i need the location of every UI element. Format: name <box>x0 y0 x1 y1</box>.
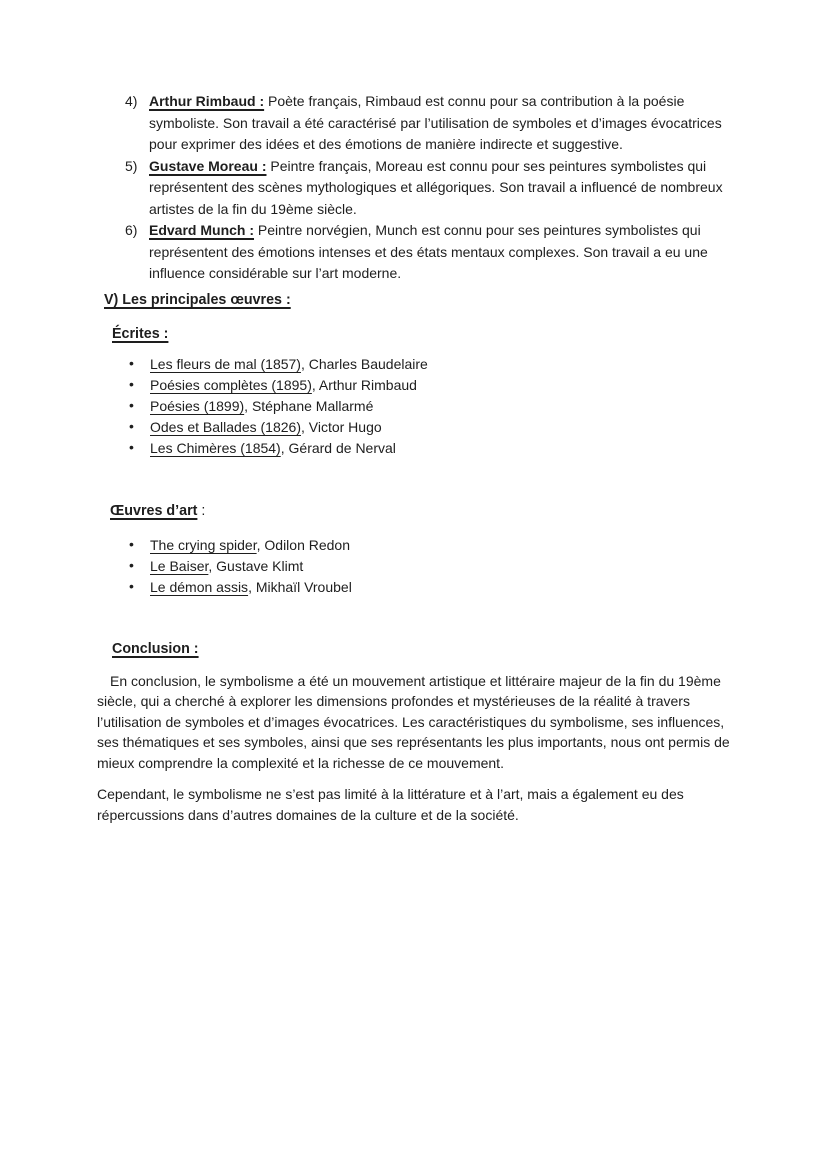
art-works-list <box>97 535 738 598</box>
work-author: , Gérard de Nerval <box>280 439 396 456</box>
subheading-conclusion-text: Conclusion : <box>112 641 199 657</box>
work-title: Les Chimères (1854) <box>150 439 281 456</box>
written-works-list <box>97 354 738 459</box>
work-item <box>97 375 738 396</box>
representative-description: Peintre norvégien, Munch est connu pour ses peintures symbolistes qui représentent des émotions intenses et des états mentaux complexes. Son travail a eu une influence considérable sur l’art moderne. <box>149 222 708 281</box>
bullet-marker-icon: • <box>129 578 134 594</box>
list-number: 5) <box>125 157 138 174</box>
subheading-ecrites-text: Écrites : <box>112 326 169 342</box>
subheading-oeuvres-art-colon: : <box>197 502 206 519</box>
work-item <box>97 354 738 375</box>
bullet-marker-icon: • <box>129 438 134 455</box>
work-title: Poésies complètes (1895) <box>150 376 312 393</box>
work-author: , Charles Baudelaire <box>300 355 428 372</box>
bullet-marker-icon: • <box>129 375 134 392</box>
work-title: Les fleurs de mal (1857) <box>150 355 301 372</box>
subheading-conclusion <box>112 639 738 661</box>
work-title: Le Baiser <box>150 558 209 574</box>
work-author: , Gustave Klimt <box>208 558 304 574</box>
list-number: 6) <box>125 222 138 238</box>
representative-name: Arthur Rimbaud : <box>149 93 265 109</box>
work-author: , Mikhaïl Vroubel <box>248 579 352 595</box>
work-item <box>97 396 738 417</box>
work-item <box>97 417 738 438</box>
work-item <box>97 577 738 598</box>
bullet-marker-icon: • <box>129 557 134 573</box>
bullet-marker-icon: • <box>129 396 134 413</box>
work-title: Odes et Ballades (1826) <box>150 418 301 435</box>
work-title: Poésies (1899) <box>150 397 245 414</box>
representative-description: Poète français, Rimbaud est connu pour sa contribution à la poésie symboliste. Son travail a été caractérisé par l’utilisation de symboles et d’images évocatrices pour exprimer des idées et des émotions de manière indirecte et suggestive. <box>149 93 722 152</box>
work-item <box>97 556 738 577</box>
work-title: Le démon assis <box>150 579 249 595</box>
work-item <box>97 535 738 556</box>
section-heading-principales-oeuvres <box>104 290 738 312</box>
work-author: , Odilon Redon <box>256 537 351 553</box>
subheading-oeuvres-art-text: Œuvres d’art <box>110 502 198 519</box>
bullet-marker-icon: • <box>129 536 134 552</box>
representative-item <box>125 156 737 221</box>
representatives-numbered-list <box>97 91 737 285</box>
subheading-oeuvres-art <box>110 501 738 523</box>
representative-name: Gustave Moreau : <box>149 157 267 174</box>
conclusion-paragraph-1: En conclusion, le symbolisme a été un mouvement artistique et littéraire majeur de la fin du 19ème siècle, qui a cherché à explorer les dimensions profondes et mystérieuses de la réalité à travers l’utilisation de symboles et d’images évocatrices. Les caractéristiques du symbolisme, ses influences, ses thématiques et ses symboles, ainsi que ses représentants les plus importants, nous ont permis de mieux comprendre la complexité et la richesse de ce mouvement. <box>97 672 730 771</box>
representative-item <box>125 220 737 285</box>
representative-description: Peintre français, Moreau est connu pour ses peintures symbolistes qui représentent des scènes mythologiques et allégoriques. Son travail a influencé de nombreux artistes de la fin du 19ème siècle. <box>149 157 723 217</box>
work-author: , Stéphane Mallarmé <box>244 397 374 414</box>
representative-name: Edvard Munch : <box>149 222 255 238</box>
list-number: 4) <box>125 93 138 109</box>
subheading-ecrites <box>112 324 738 346</box>
bullet-marker-icon: • <box>129 354 134 371</box>
work-title: The crying spider <box>150 537 257 553</box>
representative-item <box>125 91 737 156</box>
work-author: , Victor Hugo <box>300 418 382 435</box>
work-author: , Arthur Rimbaud <box>311 376 417 393</box>
section-heading-text: V) Les principales œuvres : <box>104 291 291 308</box>
work-item <box>97 438 738 459</box>
bullet-marker-icon: • <box>129 417 134 434</box>
conclusion-paragraph-2: Cependant, le symbolisme ne s’est pas limité à la littérature et à l’art, mais a également eu des répercussions dans d’autres domaines de la culture et de la société. <box>97 786 684 824</box>
